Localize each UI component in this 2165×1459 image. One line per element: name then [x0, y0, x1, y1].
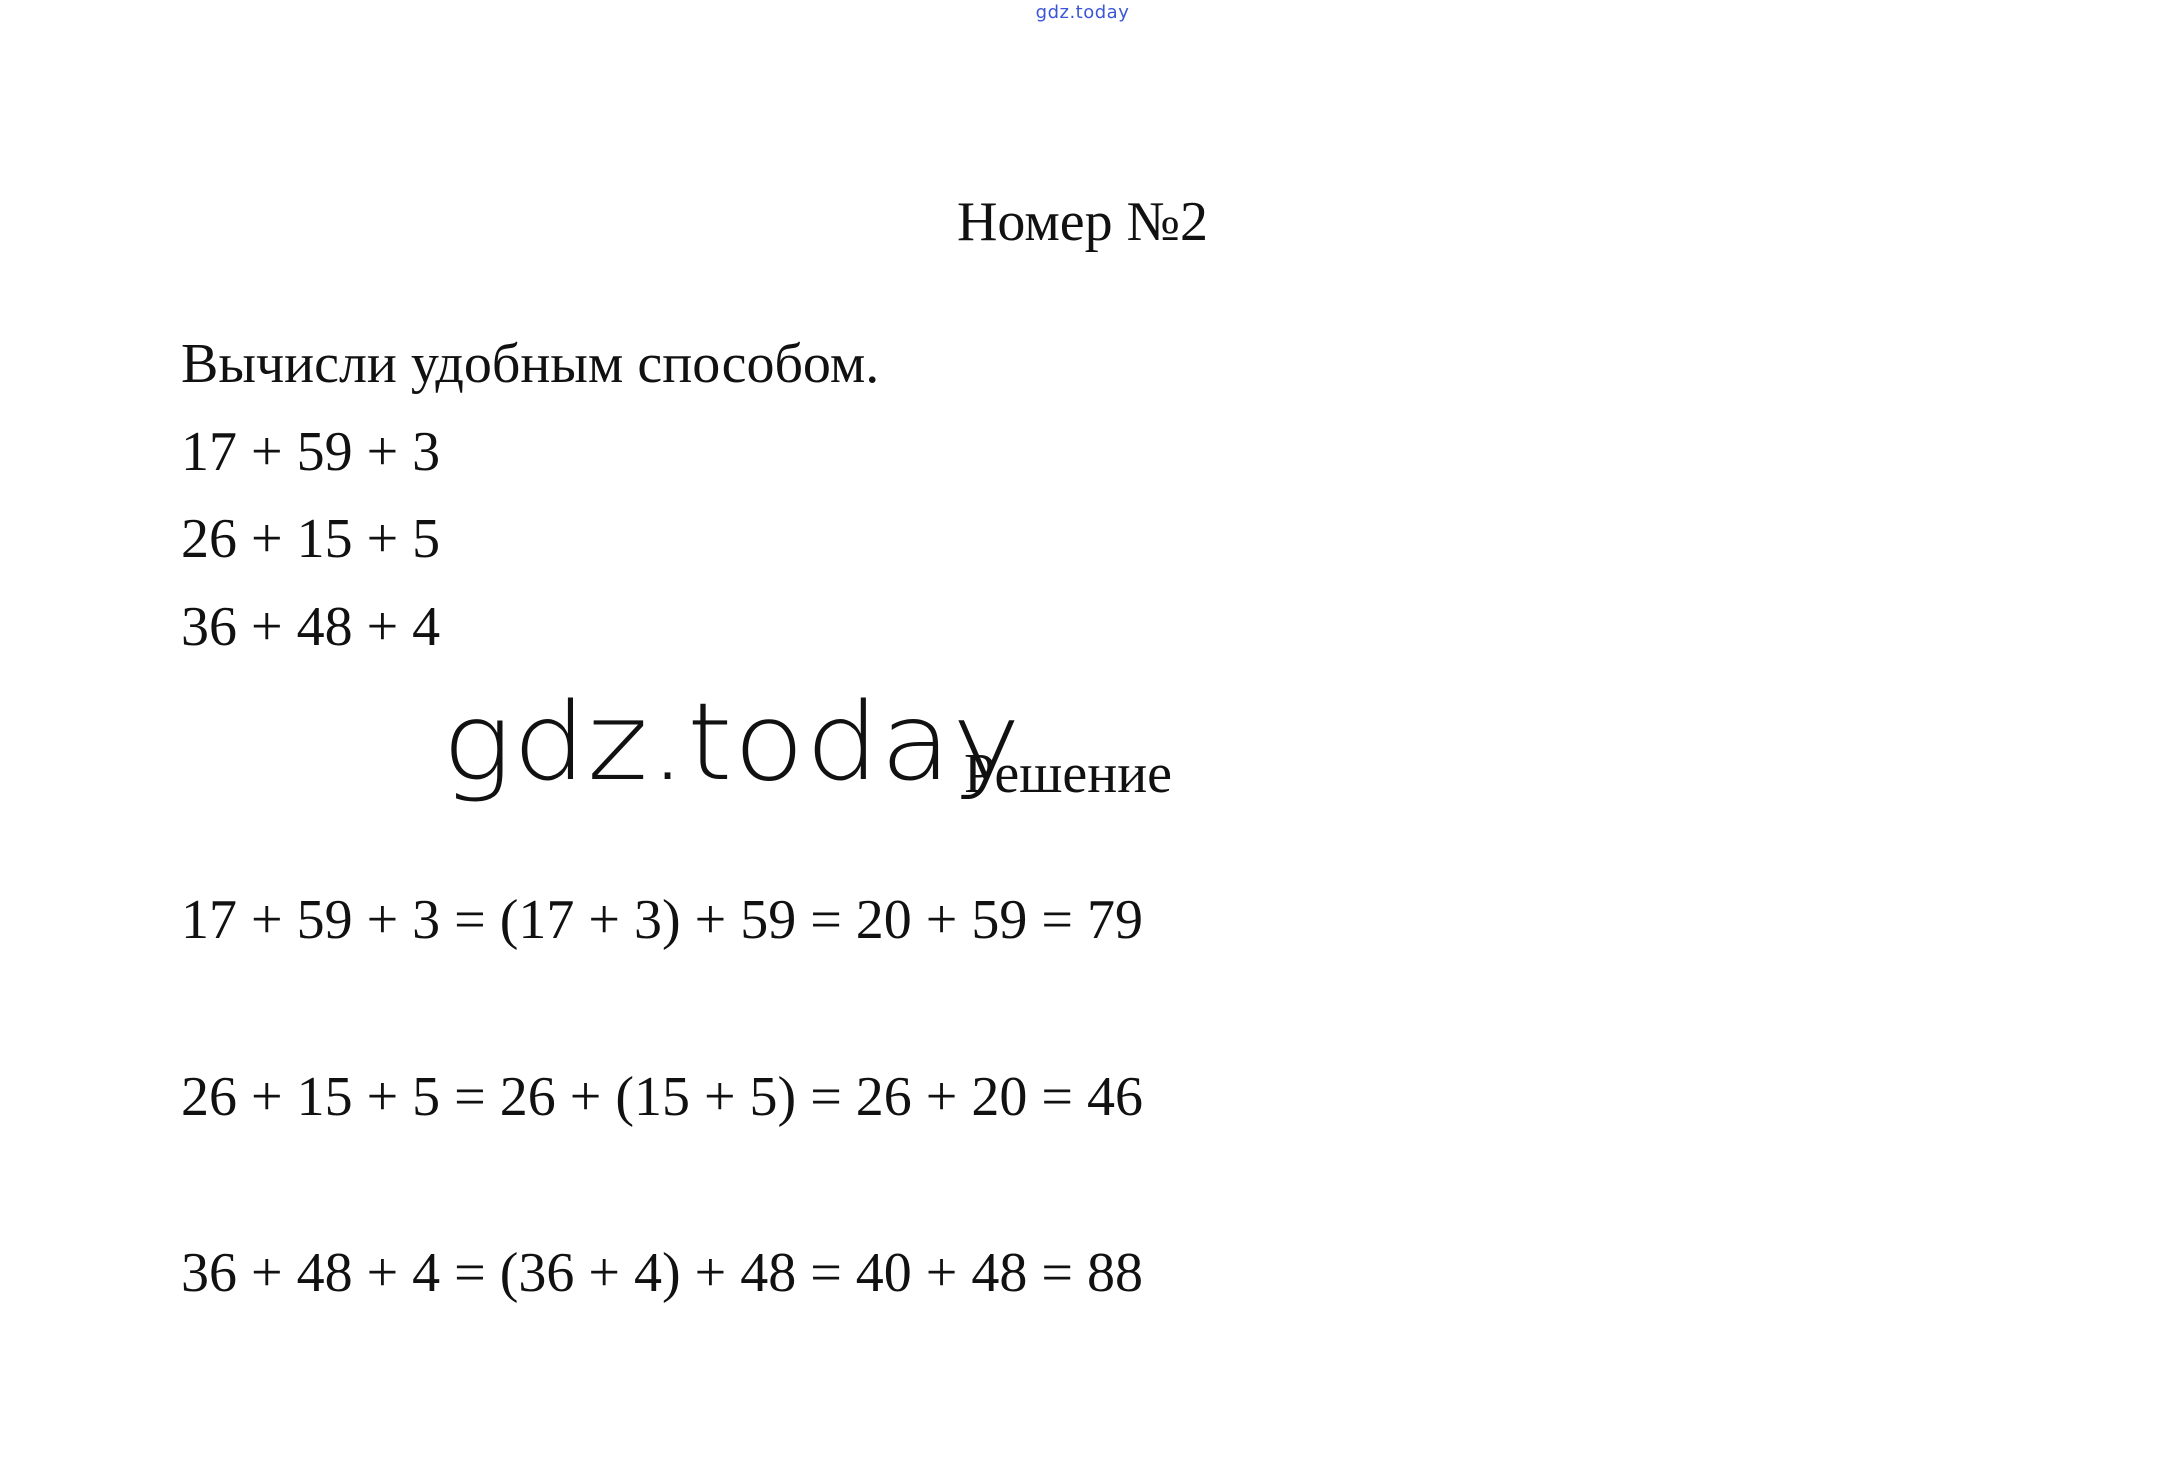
task-prompt: Вычисли удобным способом.: [181, 333, 880, 395]
task-expression: 36 + 48 + 4: [181, 596, 441, 658]
solution-line: 36 + 48 + 4 = (36 + 4) + 48 = 40 + 48 = 88: [181, 1242, 1143, 1304]
solution-heading: Решение: [964, 743, 1173, 805]
page-title: Номер №2: [956, 191, 1209, 253]
solution-line: 26 + 15 + 5 = 26 + (15 + 5) = 26 + 20 = 46: [181, 1066, 1143, 1128]
task-expression: 17 + 59 + 3: [181, 421, 441, 483]
watermark-logo: gdz.today: [442, 680, 1022, 805]
solution-line: 17 + 59 + 3 = (17 + 3) + 59 = 20 + 59 = 79: [181, 889, 1143, 951]
top-watermark: gdz.today: [1035, 2, 1130, 23]
task-expression: 26 + 15 + 5: [181, 508, 441, 570]
